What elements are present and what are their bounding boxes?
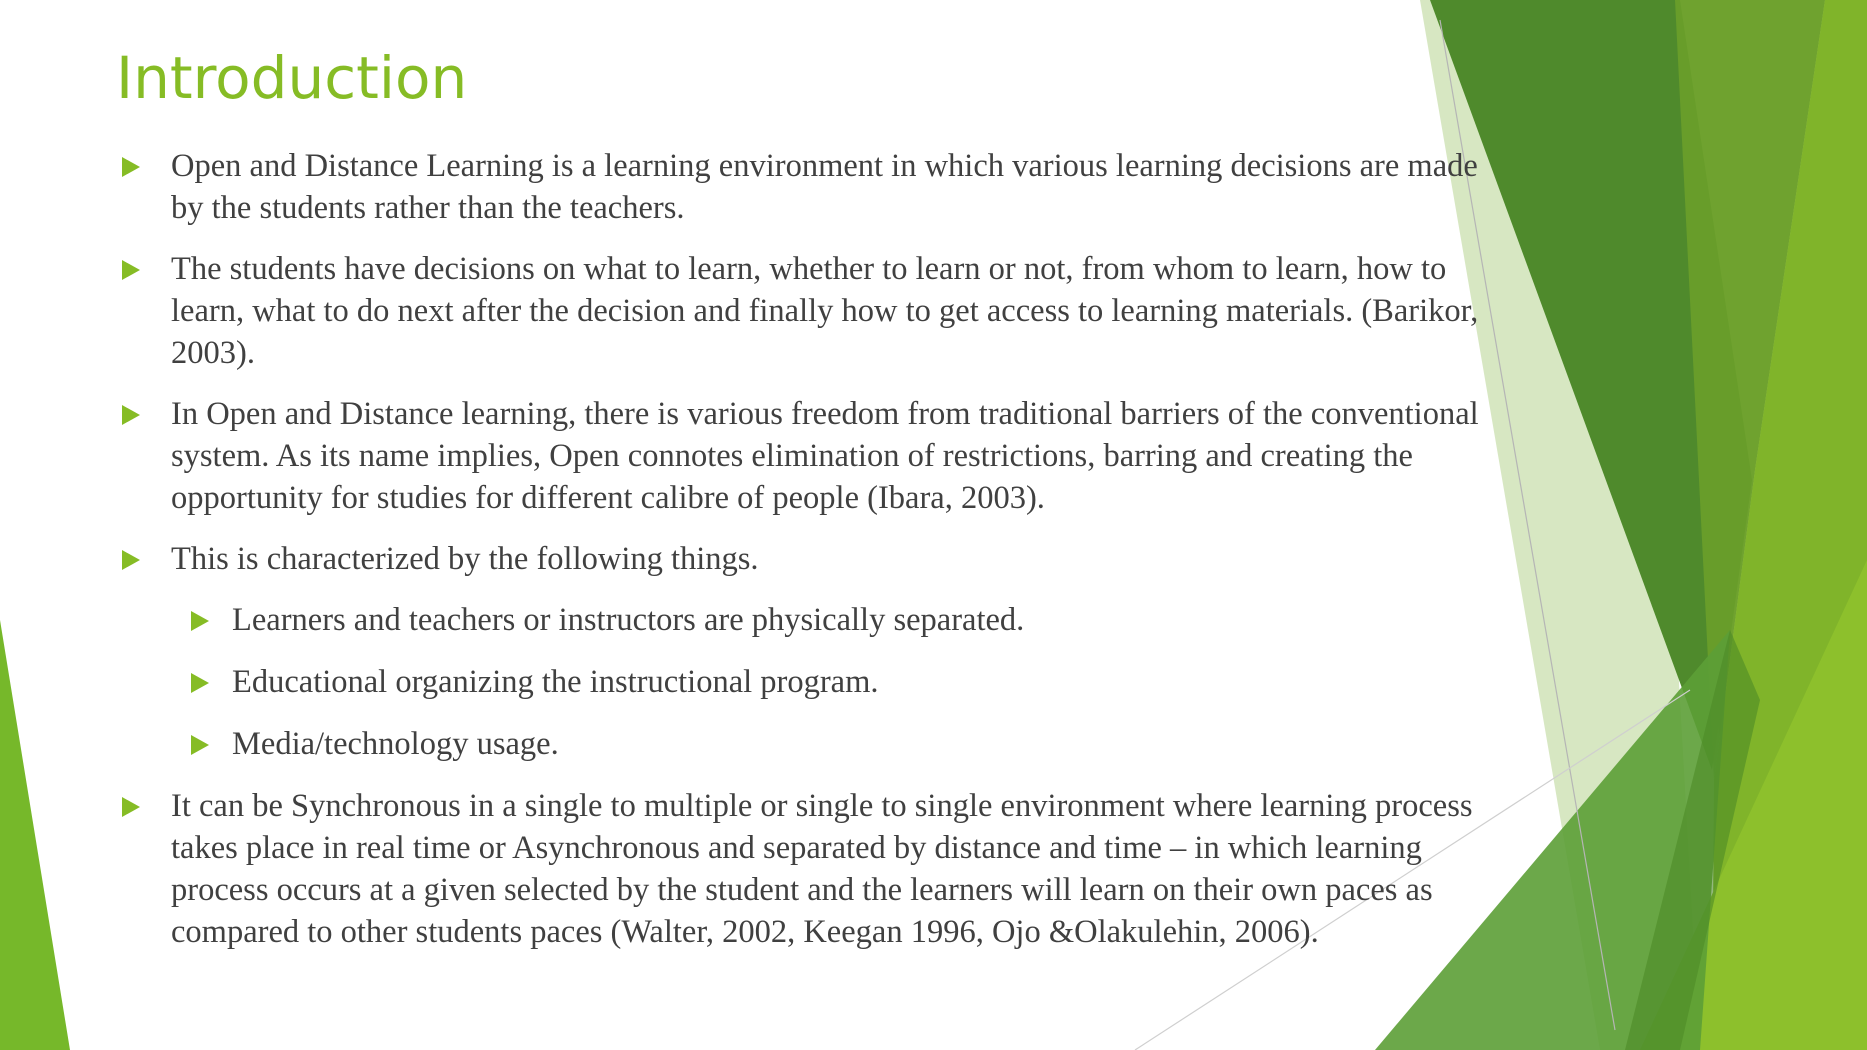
sub-bullet-item — [116, 661, 1491, 703]
bullet-text: It can be Synchronous in a single to multiple or single to single environment where learning process takes place in real time or Asynchronous and separated by distance and time – in which learning process occurs at a given selected by the student and the learners will learn on their own paces as compared to other students paces (Walter, 2002, Keegan 1996, Ojo &Olakulehin, 2006). — [171, 788, 1473, 950]
bullet-arrow-icon — [122, 405, 140, 425]
bullet-item — [116, 145, 1491, 229]
left-facet — [0, 620, 70, 1050]
bullet-arrow-icon — [191, 611, 209, 631]
bullet-text: Educational organizing the instructional program. — [232, 664, 879, 700]
bullet-list — [116, 145, 1491, 972]
bullet-arrow-icon — [122, 797, 140, 817]
bullet-text: Learners and teachers or instructors are physically separated. — [232, 602, 1025, 638]
bullet-text: The students have decisions on what to learn, whether to learn or not, from whom to learn, how to learn, what to do next after the decision and finally how to get access to learning materials. (Barikor, 2003). — [171, 251, 1479, 371]
bullet-text: This is characterized by the following things. — [171, 541, 759, 577]
bullet-arrow-icon — [122, 260, 140, 280]
sub-bullet-item — [116, 599, 1491, 641]
bullet-item — [116, 393, 1491, 519]
bullet-arrow-icon — [122, 157, 140, 177]
bullet-item — [116, 248, 1491, 374]
bullet-text: In Open and Distance learning, there is various freedom from traditional barriers of the conventional system. As its name implies, Open connotes elimination of restrictions, barring and creating the opportunity for studies for different calibre of people (Ibara, 2003). — [171, 396, 1479, 516]
bullet-arrow-icon — [191, 735, 209, 755]
sub-bullet-item — [116, 723, 1491, 765]
bullet-item — [116, 785, 1491, 953]
bullet-item — [116, 538, 1491, 580]
slide-title: Introduction — [116, 44, 468, 112]
bullet-text: Open and Distance Learning is a learning environment in which various learning decisions are made by the students rather than the teachers. — [171, 148, 1478, 226]
bullet-arrow-icon — [122, 550, 140, 570]
bullet-arrow-icon — [191, 673, 209, 693]
bullet-text: Media/technology usage. — [232, 726, 559, 762]
